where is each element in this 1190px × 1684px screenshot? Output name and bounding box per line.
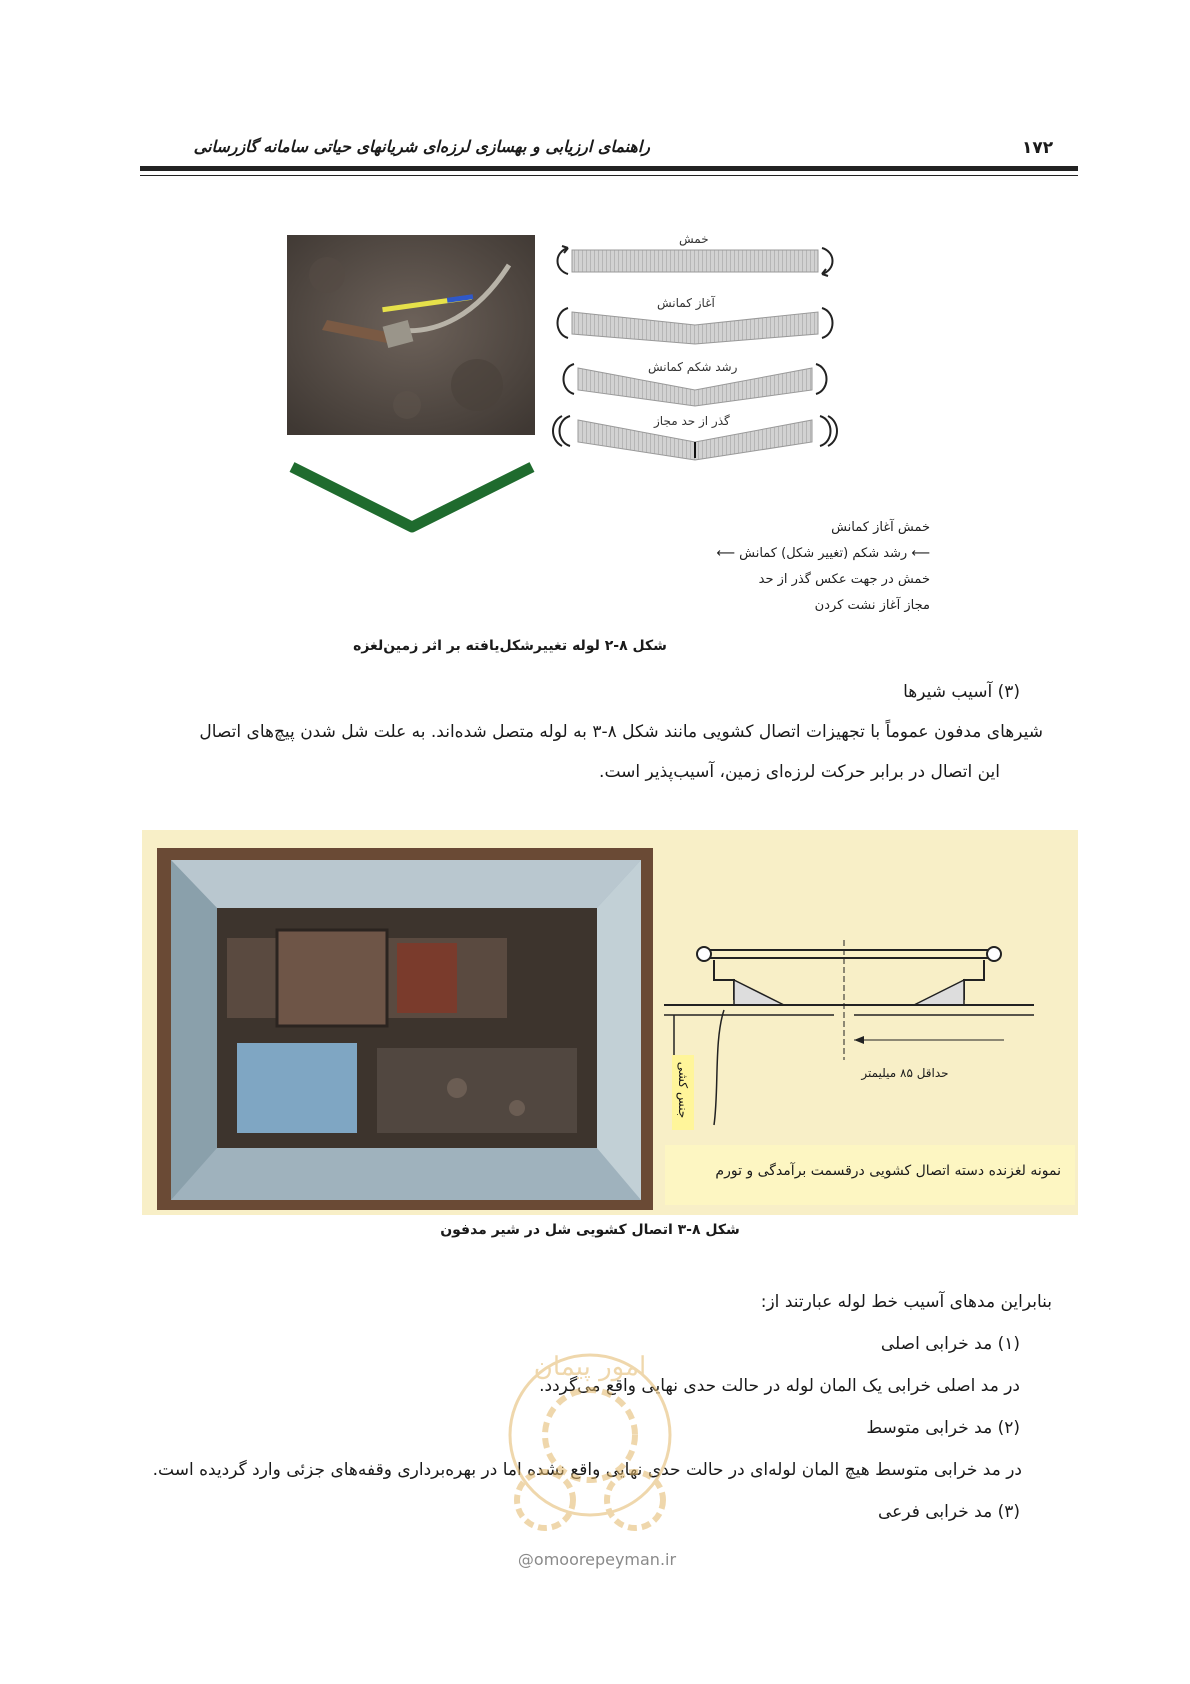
- watermark-logo: [495, 1335, 685, 1550]
- header-rule: [140, 166, 1078, 171]
- watermark-seal-text: امور پیمان: [533, 1352, 647, 1382]
- figure-legend: [600, 515, 930, 619]
- legend-line: مجاز آغاز نشت کردن: [814, 598, 930, 613]
- at-icon: @: [517, 1550, 534, 1569]
- mode-heading: (۲) مد خرابی متوسط: [866, 1418, 1020, 1438]
- stage-label-exceed-limit: گذر از حد مجاز: [650, 414, 734, 428]
- legend-line: خمش آغاز کمانش: [831, 520, 930, 535]
- running-title: راهنمای ارزیابی و بهسازی لرزه‌ای شریانهای حیاتی سامانه گازرسانی: [193, 137, 650, 156]
- paragraph-line: شیرهای مدفون عموماً با تجهیزات اتصال کشویی مانند شکل ۸-۳ به لوله متصل شده‌اند. به علت شل شدن پیچ‌های اتصال: [199, 722, 1043, 742]
- paragraph-line: بنابراین مدهای آسیب خط لوله عبارتند از:: [760, 1292, 1052, 1312]
- legend-line: خمش در جهت عکس گذر از حد: [758, 572, 930, 587]
- figure-note: نمونه لغزنده دسته اتصال کشویی درقسمت برآمدگی و تورم: [715, 1163, 1061, 1179]
- landslide-pipe-photo: [287, 235, 535, 435]
- figure-caption: شکل ۸-۲ لوله تغییرشکل‌یافته بر اثر زمین‌لغزه: [353, 638, 667, 654]
- deformed-pipe-diagram: [287, 455, 537, 535]
- arrow-icon: ⟵: [716, 546, 740, 561]
- paragraph-line: در مد اصلی خرابی یک المان لوله در حالت حدی نهایی واقع می‌گردد.: [539, 1376, 1020, 1396]
- material-label-box: [672, 1055, 694, 1130]
- watermark-url: @omoorepeyman.ir: [517, 1550, 677, 1569]
- stage-label-bending: خمش: [675, 232, 713, 246]
- buried-valve-photo: [157, 848, 653, 1210]
- page-number: ۱۷۲: [1022, 138, 1054, 158]
- mode-heading: (۳) مد خرابی فرعی: [878, 1502, 1020, 1522]
- stage-label-buckle-growth: رشد شکم کمانش: [642, 358, 743, 376]
- header-rule-thin: [140, 175, 1078, 176]
- paragraph-line: این اتصال در برابر حرکت لرزه‌ای زمین، آسیب‌پذیر است.: [599, 762, 1000, 782]
- figure-note-box: [665, 1145, 1075, 1205]
- material-label: جنس کشی: [676, 1061, 690, 1119]
- stage-label-buckling-start: آغاز کمانش: [653, 296, 719, 310]
- buckling-stages-diagram: [550, 230, 840, 470]
- paragraph-line: در مد خرابی متوسط هیچ المان لوله‌ای در حالت حدی نهایی واقع نشده اما در بهره‌برداری وقفه‌های جزئی وارد گردیده است.: [152, 1460, 1022, 1480]
- arrow-icon: ⟵: [907, 546, 930, 561]
- section-heading: (۳) آسیب شیرها: [903, 682, 1020, 702]
- slip-joint-drawing: [664, 940, 1034, 1130]
- figure-caption: شکل ۸-۳ اتصال کشویی شل در شیر مدفون: [440, 1222, 740, 1238]
- dimension-label: حداقل ۸۵ میلیمتر: [861, 1066, 949, 1080]
- mode-heading: (۱) مد خرابی اصلی: [880, 1334, 1020, 1354]
- legend-line: ⟵ رشد شکم (تغییر شکل) کمانش ⟵: [716, 546, 930, 561]
